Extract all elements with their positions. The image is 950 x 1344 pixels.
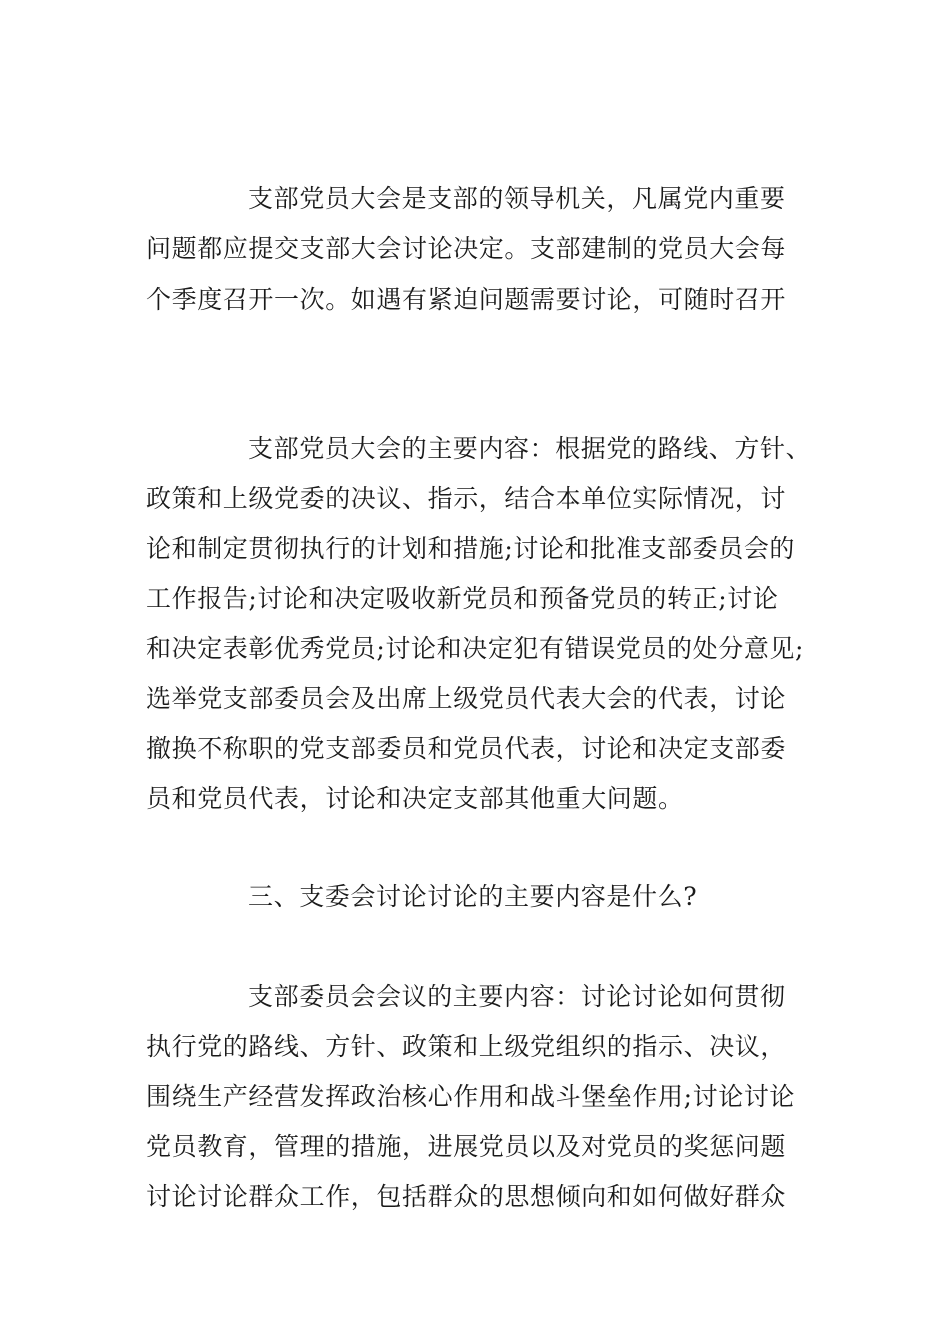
paragraph-2-line-8: 员和党员代表，讨论和决定支部其他重大问题。 xyxy=(146,784,684,813)
paragraph-3-line-1: 支部委员会会议的主要内容：讨论讨论如何贯彻 xyxy=(248,982,786,1011)
paragraph-1-line-2: 问题都应提交支部大会讨论决定。支部建制的党员大会每 xyxy=(146,234,787,263)
paragraph-3-line-4: 党员教育，管理的措施，进展党员以及对党员的奖惩问题 xyxy=(146,1132,787,1161)
paragraph-2-line-4: 工作报告;讨论和决定吸收新党员和预备党员的转正;讨论 xyxy=(146,584,779,613)
paragraph-1-line-1: 支部党员大会是支部的领导机关，凡属党内重要 xyxy=(248,184,786,213)
paragraph-2-line-6: 选举党支部委员会及出席上级党员代表大会的代表，讨论 xyxy=(146,684,787,713)
paragraph-3-line-5: 讨论讨论群众工作，包括群众的思想倾向和如何做好群众 xyxy=(146,1182,787,1211)
paragraph-2-line-5: 和决定表彰优秀党员;讨论和决定犯有错误党员的处分意见; xyxy=(146,634,805,663)
paragraph-3-line-3: 围绕生产经营发挥政治核心作用和战斗堡垒作用;讨论讨论 xyxy=(146,1082,796,1111)
paragraph-2-line-7: 撤换不称职的党支部委员和党员代表，讨论和决定支部委 xyxy=(146,734,787,763)
section-heading: 三、支委会讨论讨论的主要内容是什么? xyxy=(248,882,698,911)
paragraph-1-line-3: 个季度召开一次。如遇有紧迫问题需要讨论，可随时召开 xyxy=(146,285,787,314)
paragraph-3-line-2: 执行党的路线、方针、政策和上级党组织的指示、决议， xyxy=(146,1032,787,1061)
paragraph-2-line-1: 支部党员大会的主要内容：根据党的路线、方针、 xyxy=(248,434,812,463)
paragraph-2-line-3: 论和制定贯彻执行的计划和措施;讨论和批准支部委员会的 xyxy=(146,534,796,563)
paragraph-2-line-2: 政策和上级党委的决议、指示，结合本单位实际情况，讨 xyxy=(146,484,787,513)
